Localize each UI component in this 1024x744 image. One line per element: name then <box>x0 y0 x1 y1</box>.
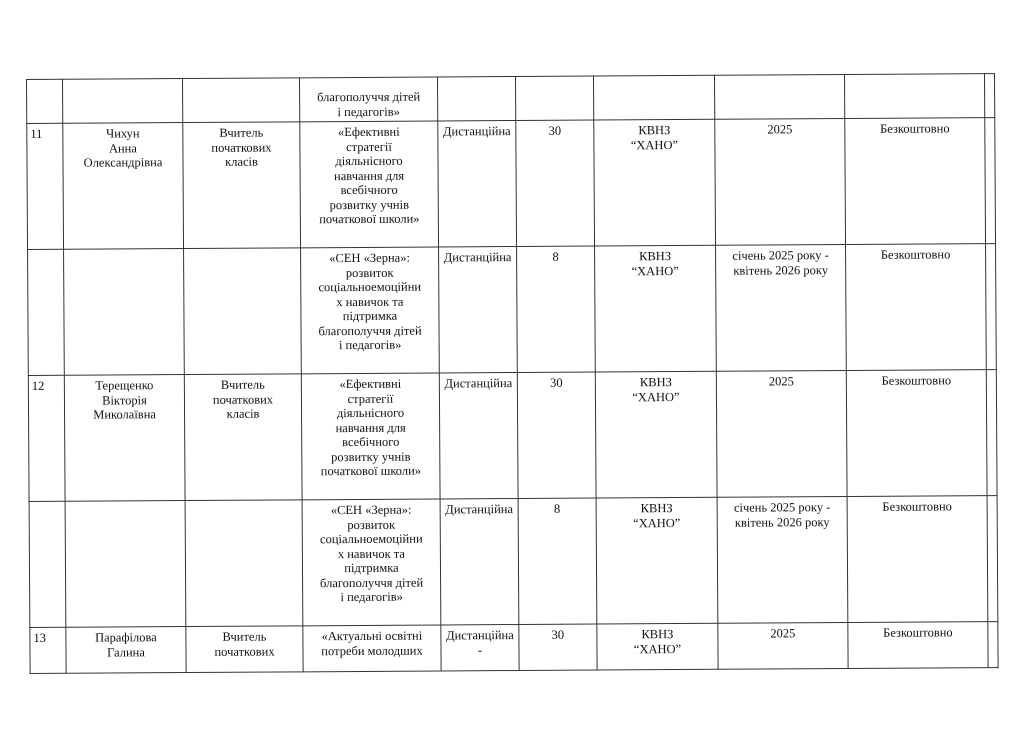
cell-num: 12 <box>28 375 65 501</box>
topic-line: діяльнісного <box>336 405 405 421</box>
name-line: Миколаївна <box>93 407 156 422</box>
topic-line: благополуччя дітей <box>318 323 422 338</box>
cell-topic <box>300 121 439 248</box>
cell-provider <box>595 371 717 498</box>
cell-cost: Безкоштовно <box>845 118 986 245</box>
cell-position <box>186 626 303 673</box>
provider-line: “ХАНО” <box>630 137 679 152</box>
form-suffix: - <box>477 642 483 657</box>
table-row <box>27 118 996 250</box>
cell-hours: 30 <box>519 624 597 670</box>
form-line: Дистанційна <box>446 628 514 643</box>
topic-line: х навичок та <box>337 546 405 561</box>
cell-form <box>441 624 519 670</box>
topic-line: початкової школи» <box>319 211 420 227</box>
cell-edge <box>988 622 998 668</box>
position-line: початкових <box>211 140 272 155</box>
topic-line: розвиток <box>345 265 394 280</box>
cell-form: Дистанційна <box>438 121 517 247</box>
provider-line: “ХАНО” <box>633 641 682 656</box>
cell-provider <box>596 497 718 624</box>
cell-name <box>65 501 186 628</box>
topic-line: соціальноемоційни <box>319 531 423 547</box>
cell-cost: Безкоштовно <box>846 244 987 371</box>
table-row <box>30 622 998 674</box>
cell-position <box>185 500 303 627</box>
cell-name <box>63 79 183 124</box>
cell-name <box>64 375 185 502</box>
topic-line: і педагогів» <box>337 104 400 119</box>
training-plan-table <box>26 73 999 674</box>
cell-edge <box>986 244 997 370</box>
topic-line: стратегії <box>346 139 392 154</box>
topic-line: стратегії <box>347 391 394 406</box>
position-line: класів <box>225 154 258 169</box>
term-line: 2025 <box>768 374 794 389</box>
name-line: Чихун <box>106 126 140 141</box>
cell-hours <box>515 76 593 120</box>
term-line: 2025 <box>770 626 796 641</box>
provider-line: КВНЗ <box>641 627 674 642</box>
topic-line: розвитку учнів <box>331 449 411 464</box>
provider-line: КВНЗ <box>638 123 671 138</box>
provider-line: КВНЗ <box>639 375 672 390</box>
cell-num <box>28 249 65 375</box>
topic-line: «СЕН «Зерна»: <box>330 502 412 518</box>
name-line: Терещенко <box>95 378 154 393</box>
cell-term <box>716 370 847 497</box>
cell-provider <box>597 623 718 670</box>
cell-position <box>183 122 301 249</box>
cell-provider <box>594 119 716 246</box>
topic-line: початкової школи» <box>320 463 422 479</box>
cell-num: 13 <box>30 627 66 673</box>
table-row <box>28 370 997 502</box>
cell-hours: 30 <box>516 120 595 246</box>
cell-name <box>66 627 186 674</box>
cell-term <box>715 118 846 245</box>
topic-line: «Ефективні <box>339 376 402 392</box>
name-line: Олександрівна <box>83 155 163 170</box>
cell-form: Дистанційна <box>439 247 518 373</box>
topic-line: «СЕН «Зерна»: <box>329 250 410 266</box>
provider-line: КВНЗ <box>640 501 673 516</box>
cell-edge <box>984 74 994 118</box>
position-line: початкових <box>212 391 274 407</box>
term-line: січень 2025 року - <box>733 500 831 515</box>
term-line: квітень 2026 року <box>733 262 829 278</box>
cell-cost <box>844 74 984 119</box>
topic-line: соціальноемоційни <box>318 279 422 295</box>
name-line: Вікторія <box>102 392 147 408</box>
provider-line: КВНЗ <box>639 249 672 264</box>
cell-hours: 8 <box>518 498 597 624</box>
cell-provider <box>593 75 714 120</box>
topic-line: навчання для <box>333 168 405 183</box>
topic-line: благополуччя дітей <box>316 89 421 105</box>
position-line: початкових <box>214 643 275 659</box>
topic-line: і педагогів» <box>340 589 403 605</box>
cell-edge <box>987 496 998 622</box>
cell-term <box>717 496 848 623</box>
cell-topic <box>301 247 440 374</box>
position-line: Вчитель <box>220 377 265 392</box>
cell-term <box>716 244 847 371</box>
position-line: класів <box>226 406 260 421</box>
position-line: Вчитель <box>222 629 267 644</box>
term-line: січень 2025 року - <box>732 248 829 263</box>
cell-name <box>63 123 184 250</box>
topic-line: всебічного <box>340 182 398 198</box>
cell-edge <box>985 118 996 244</box>
position-line: Вчитель <box>219 125 264 140</box>
cell-form: Дистанційна <box>439 373 518 499</box>
cell-num: 11 <box>27 123 64 249</box>
topic-line: потреби молодших <box>321 643 423 658</box>
cell-topic <box>299 77 437 122</box>
name-line: Анна <box>108 140 137 155</box>
topic-line: всебічного <box>342 434 400 450</box>
topic-line: і педагогів» <box>338 337 402 353</box>
cell-position <box>184 374 302 501</box>
term-line: 2025 <box>767 122 793 137</box>
cell-topic <box>302 499 441 626</box>
cell-topic <box>303 625 441 672</box>
topic-line: розвитку учнів <box>329 197 410 212</box>
cell-num <box>27 79 63 123</box>
cell-provider <box>595 245 717 372</box>
cell-cost: Безкоштовно <box>847 496 988 623</box>
cell-cost: Безкоштовно <box>848 622 988 669</box>
topic-line: розвиток <box>347 517 396 532</box>
term-line: квітень 2026 року <box>734 514 830 530</box>
cell-edge <box>986 370 997 496</box>
provider-line: “ХАНО” <box>633 515 681 530</box>
table-row <box>29 496 998 628</box>
cell-term <box>714 75 844 120</box>
topic-line: «Ефективні <box>337 124 400 140</box>
table-row <box>28 244 997 376</box>
topic-line: «Актуальні освітні <box>321 628 423 644</box>
provider-line: “ХАНО” <box>631 263 679 278</box>
provider-line: “ХАНО” <box>632 389 680 404</box>
topic-line: благополуччя дітей <box>319 575 424 590</box>
cell-form: Дистанційна <box>440 499 519 625</box>
topic-line: підтримка <box>342 308 398 324</box>
cell-form <box>437 77 515 121</box>
cell-hours: 8 <box>517 246 596 372</box>
topic-line: х навичок та <box>336 294 404 309</box>
name-line: Парафілова <box>95 630 157 645</box>
cell-term <box>718 622 848 669</box>
cell-name <box>64 249 185 376</box>
cell-num <box>29 501 66 627</box>
topic-line: діяльнісного <box>335 153 403 169</box>
topic-line: навчання для <box>335 420 406 435</box>
name-line: Галина <box>107 644 145 660</box>
cell-hours: 30 <box>517 372 596 498</box>
topic-line: підтримка <box>344 560 399 576</box>
table-row-fragment <box>27 74 995 124</box>
cell-topic <box>301 373 440 500</box>
cell-cost: Безкоштовно <box>846 370 987 497</box>
cell-position <box>183 78 300 123</box>
cell-position <box>184 248 302 375</box>
